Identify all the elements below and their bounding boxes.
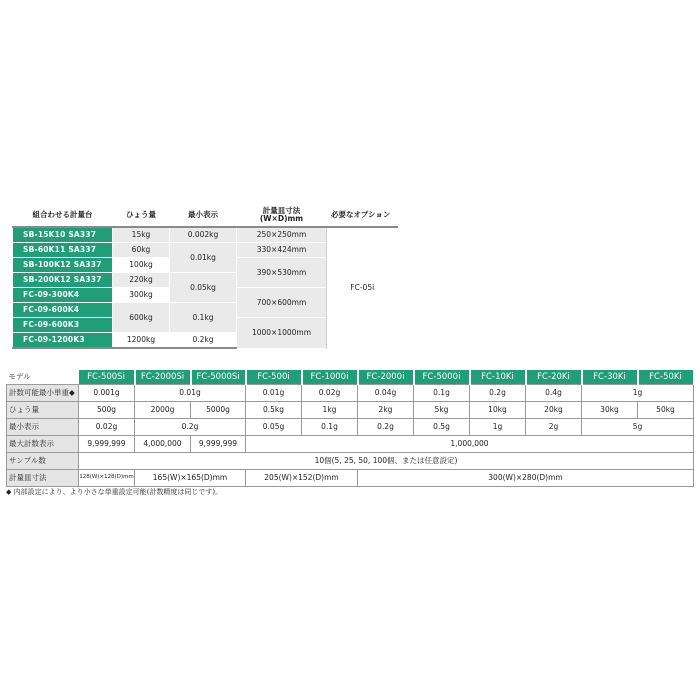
spec-cell: 0.4g — [526, 385, 582, 402]
model-cell: FC-09-300K4 — [13, 288, 113, 303]
pan-size-cell: 250×250mm — [237, 227, 327, 243]
spec-cell: 0.01g — [246, 385, 302, 402]
spec-cell: 0.1g — [414, 385, 470, 402]
spec-cell: 0.02g — [302, 385, 358, 402]
spec-cell: 0.2g — [135, 419, 246, 436]
spec-cell: 500g — [79, 402, 135, 419]
pan-size-cell: 330×424mm — [237, 243, 327, 258]
spec-cell: 20kg — [526, 402, 582, 419]
model-header: FC-20Ki — [526, 370, 582, 385]
spec-cell: 0.2g — [470, 385, 526, 402]
spec-cell: 10個(5, 25, 50, 100個、または任意設定) — [79, 453, 694, 470]
model-header: FC-10Ki — [470, 370, 526, 385]
header-pan-line2: (W×D)mm — [259, 213, 304, 223]
table-row — [7, 402, 694, 419]
row-label-pan: 計量皿寸法 — [7, 470, 79, 487]
model-cell: SB-100K12 SA337 — [13, 258, 113, 273]
spec-cell: 0.2g — [358, 419, 414, 436]
model-cell: SB-200K12 SA337 — [13, 273, 113, 288]
row-label-model: モデル — [7, 370, 79, 385]
table-row — [7, 453, 694, 470]
capacity-cell: 600kg — [113, 303, 170, 333]
spec-cell: 4,000,000 — [135, 436, 191, 453]
spec-cell: 1g — [470, 419, 526, 436]
spec-cell: 9,999,999 — [191, 436, 246, 453]
min-display-cell: 0.01kg — [170, 243, 237, 273]
capacity-cell: 300kg — [113, 288, 170, 303]
spec-cell: 0.05g — [246, 419, 302, 436]
spec-cell: 2g — [526, 419, 582, 436]
spec-cell: 0.01g — [135, 385, 246, 402]
capacity-cell: 1200kg — [113, 333, 170, 349]
header-min-display: 最小表示 — [170, 203, 237, 227]
model-cell: FC-09-1200K3 — [13, 333, 113, 349]
header-capacity: ひょう量 — [113, 203, 170, 227]
min-display-cell: 0.2kg — [170, 333, 237, 349]
spec-cell: 165(W)×165(D)mm — [135, 470, 246, 487]
spec-cell: 300(W)×280(D)mm — [358, 470, 694, 487]
capacity-cell: 100kg — [113, 258, 170, 273]
pan-size-cell: 700×600mm — [237, 288, 327, 318]
header-model: 組合わせる計量台 — [13, 203, 113, 227]
spec-cell: 5kg — [414, 402, 470, 419]
row-label-min-display: 最小表示 — [7, 419, 79, 436]
model-cell: FC-09-600K4 — [13, 303, 113, 318]
spec-cell: 50kg — [638, 402, 694, 419]
model-header: FC-30Ki — [582, 370, 638, 385]
spec-cell: 0.5g — [414, 419, 470, 436]
model-spec-table — [6, 370, 695, 487]
capacity-cell: 220kg — [113, 273, 170, 288]
spec-cell: 10kg — [470, 402, 526, 419]
table-header-row — [13, 203, 398, 227]
table-row — [13, 227, 398, 243]
spec-cell: 2kg — [358, 402, 414, 419]
spec-cell: 1kg — [302, 402, 358, 419]
min-display-cell: 0.002kg — [170, 227, 237, 243]
spec-cell: 5g — [582, 419, 694, 436]
table-row — [7, 419, 694, 436]
header-pan-line1: 計量皿寸法 — [262, 206, 301, 215]
spec-cell: 1g — [582, 385, 694, 402]
spec-cell: 0.001g — [79, 385, 135, 402]
model-header: FC-50Ki — [638, 370, 694, 385]
pan-size-cell: 1000×1000mm — [237, 318, 327, 349]
spec-cell: 0.02g — [79, 419, 135, 436]
model-header: FC-2000Si — [135, 370, 191, 385]
row-label-unit-weight: 計数可能最小単重◆ — [7, 385, 79, 402]
model-header: FC-500Si — [79, 370, 135, 385]
spec-cell: 2000g — [135, 402, 191, 419]
min-display-cell: 0.1kg — [170, 303, 237, 333]
row-label-samples: サンプル数 — [7, 453, 79, 470]
footnote: ◆ 内部設定により、より小さな単重設定可能(計数精度は同じです)。 — [6, 488, 223, 496]
spec-cell: 0.04g — [358, 385, 414, 402]
capacity-cell: 60kg — [113, 243, 170, 258]
table-row — [7, 470, 694, 487]
scale-combination-table — [12, 203, 398, 349]
header-pan-size — [237, 203, 327, 227]
model-cell: SB-60K11 SA337 — [13, 243, 113, 258]
row-label-max-count: 最大計数表示 — [7, 436, 79, 453]
spec-cell: 0.1g — [302, 419, 358, 436]
spec-cell: 9,999,999 — [79, 436, 135, 453]
row-label-capacity: ひょう量 — [7, 402, 79, 419]
capacity-cell: 15kg — [113, 227, 170, 243]
model-cell: FC-09-600K3 — [13, 318, 113, 333]
option-cell: FC-05i — [327, 227, 398, 348]
model-cell: SB-15K10 SA337 — [13, 227, 113, 243]
pan-size-cell: 390×530mm — [237, 258, 327, 288]
spec-cell: 1,000,000 — [246, 436, 694, 453]
header-option: 必要なオプション — [327, 203, 398, 227]
model-header-row — [7, 370, 694, 385]
model-header: FC-5000i — [414, 370, 470, 385]
table-row — [7, 385, 694, 402]
model-header: FC-2000i — [358, 370, 414, 385]
min-display-cell: 0.05kg — [170, 273, 237, 303]
model-header: FC-500i — [246, 370, 302, 385]
table-row — [7, 436, 694, 453]
spec-cell: 5000g — [191, 402, 246, 419]
spec-cell: 30kg — [582, 402, 638, 419]
model-header: FC-1000i — [302, 370, 358, 385]
spec-cell: 0.5kg — [246, 402, 302, 419]
spec-cell: 205(W)×152(D)mm — [246, 470, 358, 487]
spec-cell: 128(W)×128(D)mm — [79, 470, 135, 487]
model-header: FC-5000Si — [191, 370, 246, 385]
